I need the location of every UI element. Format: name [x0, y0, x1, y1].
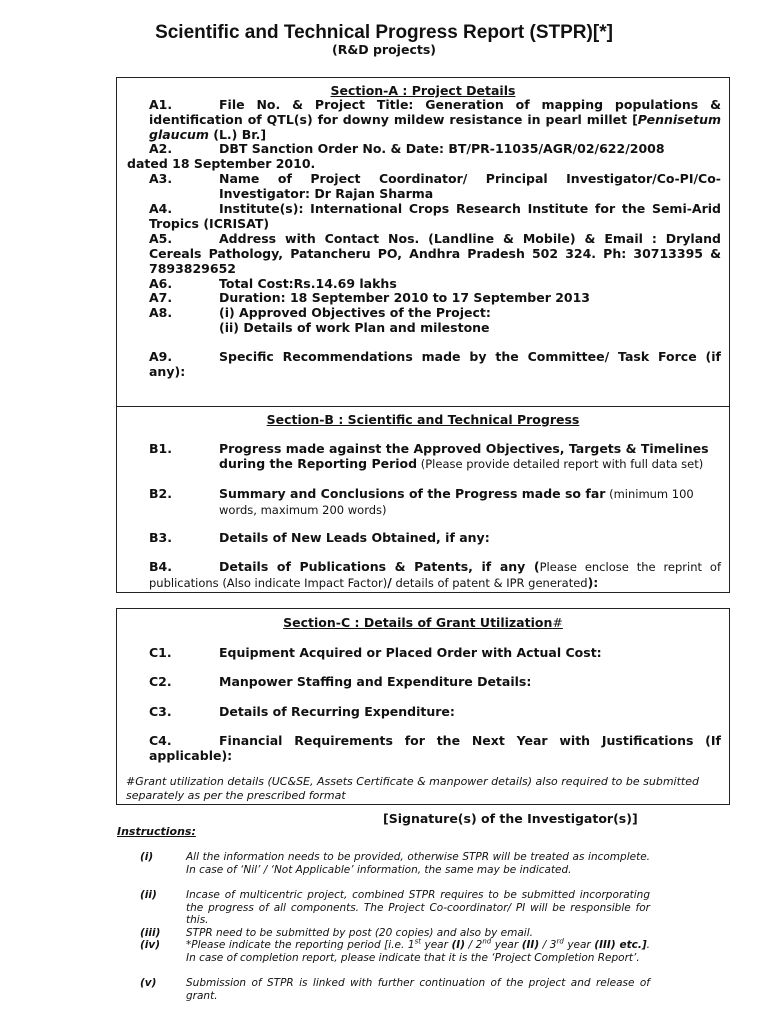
instruction-ii — [140, 889, 650, 927]
item-c1-label: C1. — [149, 645, 172, 660]
instruction-ii-num: (ii) — [140, 889, 157, 901]
item-a3-text: Name of Project Coordinator/ Principal Investigator/Co-PI/Co-Investigator: Dr Rajan Sharma — [219, 171, 721, 201]
item-a3 — [149, 171, 721, 201]
item-a8-label: A8. — [149, 305, 173, 320]
item-c4-text: Financial Requirements for the Next Year with Justifications (If applicable): — [149, 733, 721, 763]
item-b3-text: Details of New Leads Obtained, if any: — [219, 530, 490, 545]
item-b4-bold2: / — [387, 575, 392, 590]
section-b-box — [116, 406, 730, 593]
item-a7-text: Duration: 18 September 2010 to 17 September 2013 — [219, 290, 591, 305]
item-a2-label: A2. — [149, 141, 173, 156]
item-b2 — [149, 486, 721, 518]
iv-s1: st — [414, 937, 421, 946]
item-b4 — [149, 559, 721, 591]
instruction-v-num: (v) — [140, 977, 157, 989]
item-b1-plain: (Please provide detailed report with full data set) — [417, 457, 704, 471]
instruction-i-text: All the information needs to be provided, otherwise STPR will be treated as incomplete. In case of ‘Nil’ / ‘Not Applicable’ information, the same may be indicated. — [186, 851, 650, 876]
iv-p4: year — [491, 939, 522, 951]
item-b4-bold1: Details of Publications & Patents, if any ( — [219, 559, 540, 574]
item-a1-text — [149, 97, 721, 142]
item-c2-text: Manpower Staffing and Expenditure Details: — [219, 674, 532, 689]
section-a-title: Section-A : Project Details — [330, 83, 516, 98]
item-b2-plain: (minimum 100 words, maximum 200 words) — [219, 487, 694, 517]
item-b1 — [149, 441, 721, 472]
instruction-iv-text — [186, 939, 650, 964]
item-b1-label: B1. — [149, 441, 172, 456]
item-a6-label: A6. — [149, 276, 173, 291]
item-c2 — [149, 674, 721, 689]
iv-p5: / 3 — [539, 939, 557, 951]
item-a4-text: Institute(s): International Crops Research Institute for the Semi-Arid Tropics (ICRISAT) — [149, 201, 721, 231]
instruction-iii-text: STPR need to be submitted by post (20 copies) and also by email. — [186, 927, 533, 939]
section-c-title-text: Section-C : Details of Grant Utilization — [283, 615, 553, 630]
item-b2-bold: Summary and Conclusions of the Progress made so far — [219, 486, 606, 501]
item-b4-plain1: Please enclose the reprint of publications (Also indicate Impact Factor) — [149, 560, 721, 590]
iv-b1: (I) — [451, 939, 465, 951]
item-a2-continuation: dated 18 September 2010. — [127, 156, 316, 171]
item-a9-text: Specific Recommendations made by the Committee/ Task Force (if any): — [149, 349, 721, 379]
instruction-ii-text: Incase of multicentric project, combined STPR requires to be submitted incorporating the progress of all components. The Project Co-coordinator/ PI will be responsible for this. — [186, 889, 650, 926]
item-c4 — [149, 733, 721, 763]
item-a8 — [149, 305, 721, 335]
item-c1 — [149, 645, 721, 660]
item-a1 — [149, 97, 721, 142]
item-c1-text: Equipment Acquired or Placed Order with Actual Cost: — [219, 645, 602, 660]
item-b2-text — [149, 486, 721, 518]
iv-s2: nd — [482, 937, 492, 946]
iv-b2: (II) — [521, 939, 540, 951]
item-a4-label: A4. — [149, 201, 173, 216]
item-a8-line2: (ii) Details of work Plan and milestone — [219, 320, 490, 335]
item-a6 — [149, 276, 721, 291]
instruction-i-num: (i) — [140, 851, 154, 863]
item-a1-post: (L.) Br.] — [208, 127, 267, 142]
item-c3-label: C3. — [149, 704, 172, 719]
item-c3 — [149, 704, 721, 719]
section-c-title-suffix: # — [552, 615, 563, 630]
grant-utilization-note: #Grant utilization details (UC&SE, Assets Certificate & manpower details) also required to be submitted separately as per the prescribed format — [126, 775, 699, 802]
item-c2-label: C2. — [149, 674, 172, 689]
instruction-iv-num: (iv) — [140, 939, 161, 951]
item-a7 — [149, 290, 721, 305]
item-a9 — [149, 349, 721, 379]
instruction-iii-num: (iii) — [140, 927, 161, 939]
iv-p3: / 2 — [465, 939, 483, 951]
iv-p2: year — [420, 939, 452, 951]
instruction-v-text: Submission of STPR is linked with further continuation of the project and release of grant. — [186, 977, 650, 1002]
item-b3-label: B3. — [149, 530, 172, 545]
instruction-iv — [140, 939, 650, 964]
item-c3-text: Details of Recurring Expenditure: — [219, 704, 455, 719]
report-title: Scientific and Technical Progress Report (STPR)[*] — [155, 22, 613, 43]
item-a9-label: A9. — [149, 349, 173, 364]
section-b-title: Section-B : Scientific and Technical Progress — [266, 412, 580, 427]
item-b4-plain2: details of patent & IPR generated — [391, 576, 588, 590]
item-a5-text: Address with Contact Nos. (Landline & Mobile) & Email : Dryland Cereals Pathology, Patancheru PO, Andhra Pradesh 502 324. Ph: 30713395 & 7893829652 — [149, 231, 721, 276]
instruction-v — [140, 977, 650, 1002]
item-a5 — [149, 231, 721, 276]
section-c-title — [117, 615, 729, 630]
item-b3 — [149, 530, 721, 545]
report-subtitle: (R&D projects) — [332, 42, 436, 57]
iv-p1: *Please indicate the reporting period [i.e. 1 — [186, 939, 415, 951]
item-a2-text: DBT Sanction Order No. & Date: BT/PR-11035/AGR/02/622/2008 — [219, 141, 665, 156]
item-b2-label: B2. — [149, 486, 172, 501]
iv-s3: rd — [556, 937, 564, 946]
instruction-iii — [140, 927, 650, 940]
item-b1-text — [149, 441, 721, 472]
item-a4 — [149, 201, 721, 231]
iv-p6: year — [563, 939, 595, 951]
item-a5-label: A5. — [149, 231, 173, 246]
signature-line: [Signature(s) of the Investigator(s)] — [383, 811, 638, 826]
item-a8-line1: (i) Approved Objectives of the Project: — [219, 305, 491, 320]
item-a1-species: Pennisetum glaucum — [149, 112, 721, 142]
item-b4-text — [149, 559, 721, 591]
item-b4-label: B4. — [149, 559, 172, 574]
item-a6-text: Total Cost:Rs.14.69 lakhs — [219, 276, 397, 291]
section-a-box — [116, 77, 730, 407]
iv-p7: . In case of completion report, please indicate that it is the ‘Project Completion Report’. — [186, 939, 650, 964]
item-b4-bold3: ): — [587, 575, 599, 590]
item-a2 — [149, 141, 721, 156]
item-a1-label: A1. — [149, 97, 173, 112]
item-a7-label: A7. — [149, 290, 173, 305]
item-a3-label: A3. — [149, 171, 173, 186]
item-c4-label: C4. — [149, 733, 172, 748]
instructions-heading: Instructions: — [117, 825, 196, 838]
item-a1-pre: File No. & Project Title: Generation of mapping populations & identification of QTL(s) for downy mildew resistance in pearl millet [ — [149, 97, 721, 127]
iv-b3: (III) etc.] — [594, 939, 647, 951]
section-c-box — [116, 608, 730, 805]
instruction-i — [140, 851, 650, 876]
item-b1-bold: Progress made against the Approved Objectives, Targets & Timelines during the Reporting Period — [219, 441, 709, 471]
